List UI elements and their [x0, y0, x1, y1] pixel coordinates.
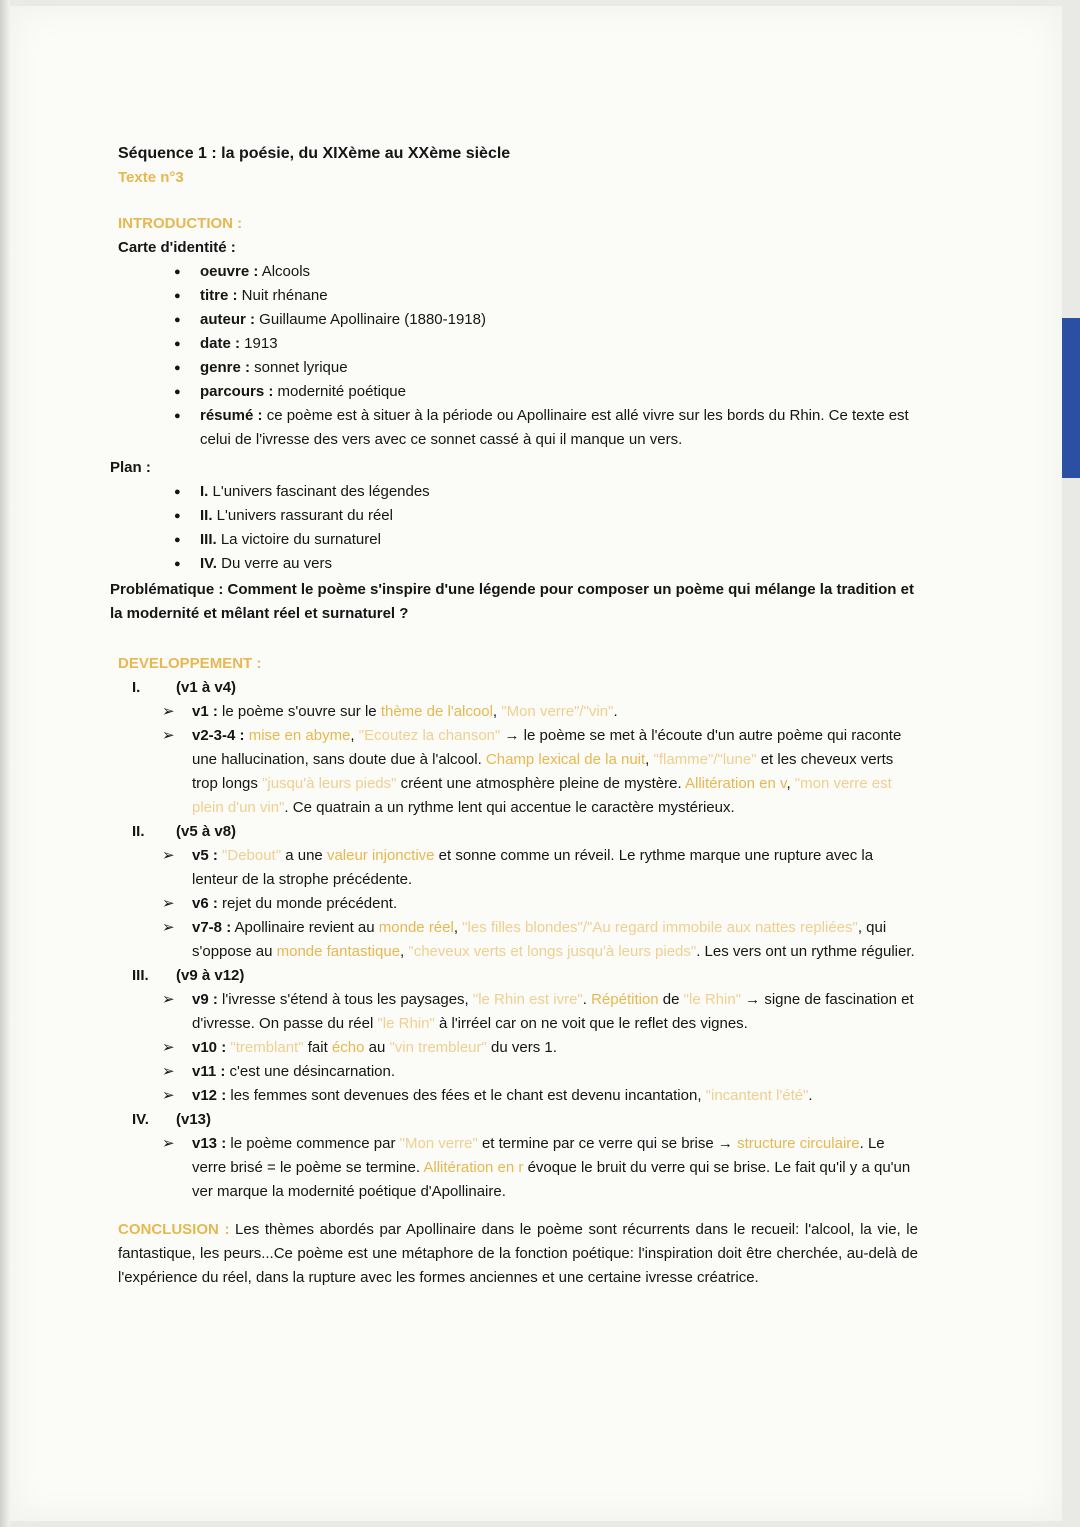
point-segment: a une — [281, 847, 327, 864]
development-heading: DEVELOPPEMENT : — [118, 655, 262, 672]
point-segment: "tremblant" — [230, 1039, 304, 1056]
identity-value: Guillaume Apollinaire (1880-1918) — [255, 311, 486, 328]
plan-number: IV. — [200, 555, 217, 572]
point-segment: , — [453, 919, 463, 936]
point-segment: "Ecoutez la chanson" — [358, 727, 501, 744]
point-segment: monde réel — [378, 919, 454, 936]
point-segment: , qui s'oppose au — [192, 919, 887, 960]
point-segment: "flamme"/"lune" — [653, 751, 757, 768]
point-segment: . Ce quatrain a un rythme lent qui accentue le caractère mystérieux. — [284, 799, 735, 816]
point-segment: , — [645, 751, 654, 768]
page-edge — [0, 0, 10, 1527]
plan-item — [174, 480, 918, 504]
identity-key: parcours : — [200, 383, 274, 400]
point-segment: . Le verre brisé = le poème se termine. — [192, 1135, 885, 1176]
plan-text: La victoire du surnaturel — [216, 531, 381, 548]
development-parts — [118, 676, 918, 1204]
point-segment: "Mon verre" — [399, 1135, 478, 1152]
plan-number: II. — [200, 507, 213, 524]
part-points — [132, 988, 918, 1108]
plan-item — [174, 528, 918, 552]
analysis-point — [162, 1060, 918, 1084]
point-segment: . — [613, 703, 618, 720]
analysis-point — [162, 844, 918, 892]
point-segment: , — [400, 943, 409, 960]
analysis-point — [162, 1084, 918, 1108]
analysis-point — [162, 700, 918, 724]
identity-item — [174, 404, 918, 452]
plan-label: Plan : — [110, 459, 151, 476]
point-segment: fait — [303, 1039, 332, 1056]
document-body — [110, 142, 918, 1290]
introduction-heading: INTRODUCTION : — [118, 215, 243, 232]
point-segment: et termine par ce verre qui se brise → — [477, 1135, 738, 1152]
part-number: I. — [132, 679, 141, 696]
conclusion — [118, 1218, 918, 1290]
identity-item — [174, 356, 918, 380]
point-segment: v12 : — [192, 1087, 227, 1104]
point-segment: , — [350, 727, 359, 744]
identity-key: résumé : — [200, 407, 263, 424]
identity-value: Nuit rhénane — [237, 287, 328, 304]
part-header — [132, 1108, 918, 1132]
identity-value: 1913 — [240, 335, 278, 352]
identity-key: genre : — [200, 359, 251, 376]
point-segment: v11 : — [192, 1063, 226, 1080]
part-header — [132, 964, 918, 988]
point-segment: "les filles blondes"/"Au regard immobile aux nattes repliées" — [462, 919, 858, 936]
point-segment: "mon verre est plein d'un vin" — [192, 775, 892, 816]
identity-item — [174, 284, 918, 308]
part-range: (v5 à v8) — [176, 823, 237, 840]
plan-text: L'univers fascinant des légendes — [208, 483, 430, 500]
part-range: (v13) — [176, 1111, 212, 1128]
point-segment: "vin trembleur" — [389, 1039, 487, 1056]
point-segment: . — [582, 991, 592, 1008]
page-title: Séquence 1 : la poésie, du XIXème au XXème siècle — [118, 145, 511, 162]
part-points — [132, 700, 918, 820]
part-number: III. — [132, 967, 149, 984]
point-segment: écho — [331, 1039, 365, 1056]
point-segment: et les cheveux verts trop longs — [192, 751, 894, 792]
part-number: II. — [132, 823, 145, 840]
analysis-point — [162, 724, 918, 820]
point-segment: les femmes sont devenues des fées et le chant est devenu incantation, — [226, 1087, 706, 1104]
point-segment: , — [786, 775, 795, 792]
point-segment: v5 : — [192, 847, 218, 864]
point-segment: Allitération en v — [684, 775, 787, 792]
point-segment: → signe de fascination et d'ivresse. On passe du réel — [192, 991, 914, 1032]
analysis-point — [162, 916, 918, 964]
point-segment: v9 : — [192, 991, 218, 1008]
identity-key: oeuvre : — [200, 263, 259, 280]
point-segment: Allitération en r — [423, 1159, 524, 1176]
point-segment: "le Rhin" — [683, 991, 742, 1008]
point-segment: le poème commence par — [226, 1135, 400, 1152]
point-segment: évoque le bruit du verre qui se brise. Le fait qu'il y a qu'un ver marque la modernité poétique d'Apollinaire. — [192, 1159, 911, 1200]
point-segment: thème de l'alcool — [380, 703, 493, 720]
identity-key: date : — [200, 335, 241, 352]
point-segment: Apollinaire revient au — [231, 919, 379, 936]
plan-text: Du verre au vers — [216, 555, 333, 572]
point-segment: l'ivresse s'étend à tous les paysages, — [217, 991, 473, 1008]
part-range: (v1 à v4) — [176, 679, 237, 696]
plan-text: L'univers rassurant du réel — [212, 507, 393, 524]
identity-item — [174, 332, 918, 356]
point-segment: "le Rhin" — [377, 1015, 435, 1032]
identity-key: auteur : — [200, 311, 256, 328]
identity-item — [174, 260, 918, 284]
point-segment: Champ lexical de la nuit — [485, 751, 646, 768]
identity-value: modernité poétique — [273, 383, 406, 400]
problematic-label: Problématique : — [110, 581, 224, 598]
point-segment: valeur injonctive — [326, 847, 435, 864]
point-segment: "cheveux verts et longs jusqu'à leurs pieds" — [408, 943, 697, 960]
plan-item — [174, 552, 918, 576]
point-segment: "jusqu'à leurs pieds" — [262, 775, 397, 792]
point-segment: v13 : — [192, 1135, 227, 1152]
point-segment: créent une atmosphère pleine de mystère. — [396, 775, 685, 792]
identity-card-label: Carte d'identité : — [118, 239, 236, 256]
point-segment: . Les vers ont un rythme régulier. — [696, 943, 915, 960]
point-segment: v7-8 : — [192, 919, 232, 936]
point-segment: structure circulaire — [737, 1135, 860, 1152]
point-segment: le poème s'ouvre sur le — [217, 703, 381, 720]
plan-number: I. — [200, 483, 209, 500]
point-segment: "Debout" — [222, 847, 282, 864]
identity-card-list — [118, 260, 918, 452]
plan-number: III. — [200, 531, 217, 548]
identity-item — [174, 380, 918, 404]
problematic-text: Comment le poème s'inspire d'une légende pour composer un poème qui mélange la tradition et la modernité et mêlant réel et surnaturel ? — [110, 581, 914, 622]
plan-list — [118, 480, 918, 576]
part-number: IV. — [132, 1111, 149, 1128]
point-segment: . — [808, 1087, 813, 1104]
point-segment: c'est une désincarnation. — [225, 1063, 396, 1080]
analysis-point — [162, 988, 918, 1036]
part-header — [132, 820, 918, 844]
identity-value: ce poème est à situer à la période ou Apollinaire est allé vivre sur les bords du Rhin. Ce texte est celui de l'ivresse des vers avec ce sonnet cassé à qui il manque un vers. — [200, 407, 909, 448]
analysis-point — [162, 1132, 918, 1204]
point-segment: "Mon verre"/"vin" — [501, 703, 614, 720]
point-segment: "incantent l'été" — [705, 1087, 809, 1104]
analysis-point — [162, 1036, 918, 1060]
problematic — [110, 578, 918, 626]
point-segment: → le poème se met à l'écoute d'un autre poème qui raconte une hallucination, sans doute due à l'alcool. — [192, 727, 902, 768]
point-segment: Répétition — [591, 991, 659, 1008]
point-segment: mise en abyme — [248, 727, 351, 744]
conclusion-heading: CONCLUSION : — [118, 1221, 230, 1238]
point-segment: monde fantastique — [276, 943, 401, 960]
point-segment: v10 : — [192, 1039, 227, 1056]
point-segment: v6 : — [192, 895, 218, 912]
point-segment: "le Rhin est ivre" — [472, 991, 583, 1008]
point-segment: , — [492, 703, 502, 720]
part-range: (v9 à v12) — [176, 967, 245, 984]
point-segment: et sonne comme un réveil. Le rythme marque une rupture avec la lenteur de la strophe précédente. — [192, 847, 874, 888]
conclusion-text: Les thèmes abordés par Apollinaire dans le poème sont récurrents dans le recueil: l'alcool, la vie, le fantastique, les peurs...Ce poème est une métaphore de la fonction poétique: l'inspiration doit être cherchée, au-delà de l'expérience du réel, dans la rupture avec les formes anciennes et une certaine ivresse créatrice. — [118, 1221, 918, 1286]
point-segment: v2-3-4 : — [192, 727, 245, 744]
identity-item — [174, 308, 918, 332]
point-segment: v1 : — [192, 703, 218, 720]
point-segment: à l'irréel car on ne voit que le reflet des vignes. — [434, 1015, 748, 1032]
part-points — [132, 1132, 918, 1204]
part-header — [132, 676, 918, 700]
identity-value: sonnet lyrique — [250, 359, 348, 376]
point-segment: du vers 1. — [486, 1039, 557, 1056]
point-segment: de — [658, 991, 684, 1008]
analysis-point — [162, 892, 918, 916]
plan-item — [174, 504, 918, 528]
identity-value: Alcools — [258, 263, 311, 280]
point-segment: au — [364, 1039, 390, 1056]
part-points — [132, 844, 918, 964]
text-number: Texte n°3 — [118, 169, 184, 186]
identity-key: titre : — [200, 287, 238, 304]
point-segment: rejet du monde précédent. — [217, 895, 398, 912]
